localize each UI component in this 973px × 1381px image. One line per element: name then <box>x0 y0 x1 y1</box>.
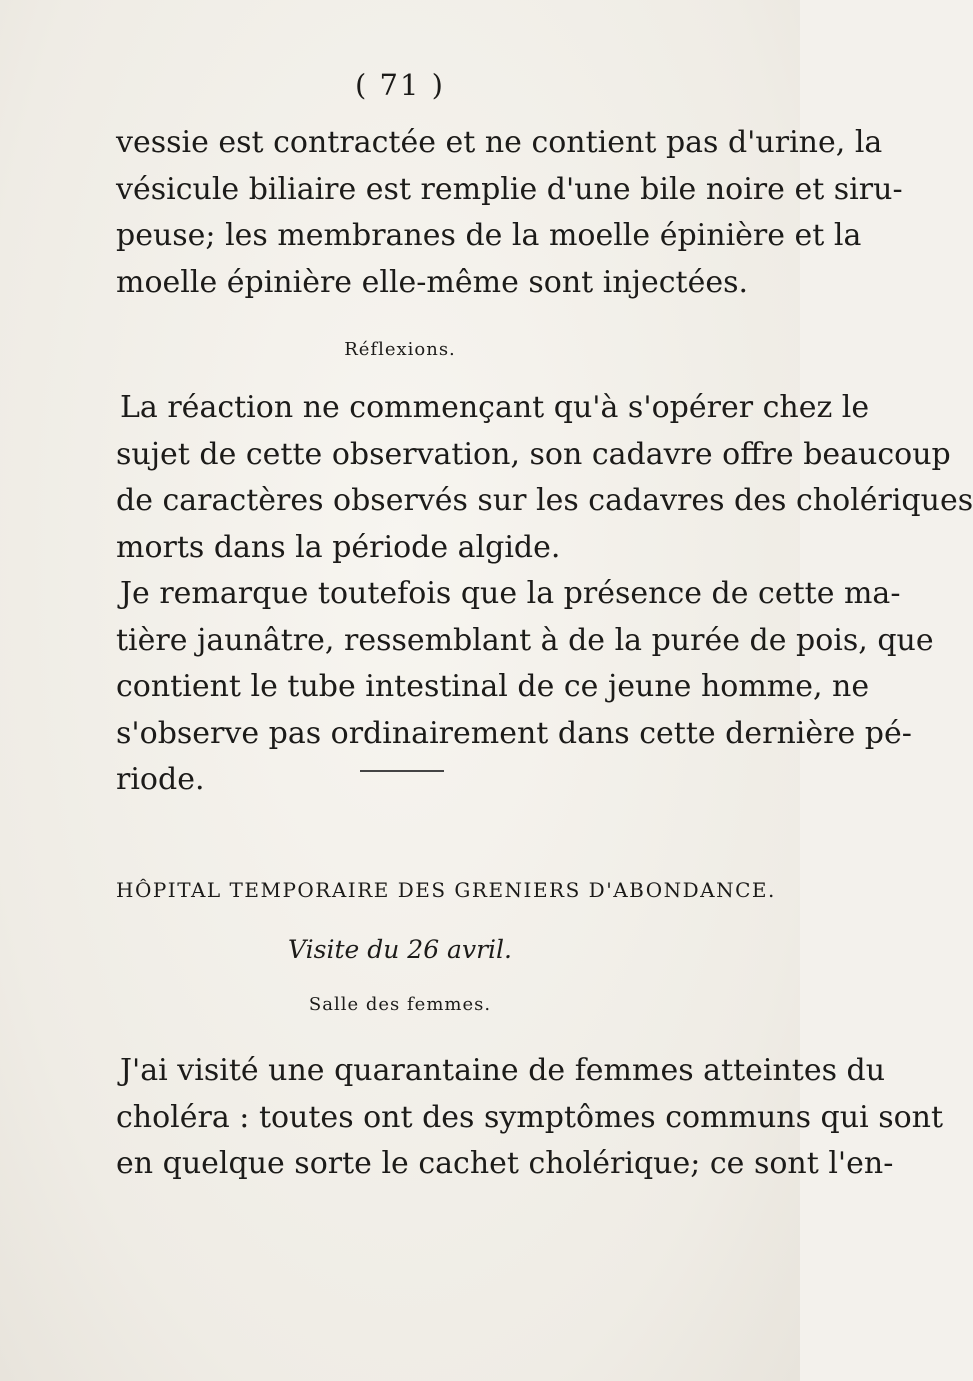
text-line: en quelque sorte le cachet cholérique; ce sont l'en- <box>116 1146 894 1181</box>
paragraph-reflexions-1 <box>116 385 973 571</box>
paragraph-reflexions-2 <box>116 571 934 804</box>
visit-heading: Visite du 26 avril. <box>288 935 512 964</box>
text-line: de caractères observés sur les cadavres des cholériques <box>116 483 973 518</box>
text-line: riode. <box>116 762 205 797</box>
heading-reflexions: Réflexions. <box>344 339 456 360</box>
text-line: peuse; les membranes de la moelle épinière et la <box>116 218 862 253</box>
text-line: Je remarque toutefois que la présence de cette ma- <box>120 576 901 611</box>
text-line: La réaction ne commençant qu'à s'opérer chez le <box>120 390 870 425</box>
text-line: contient le tube intestinal de ce jeune homme, ne <box>116 669 870 704</box>
paragraph-top <box>116 120 903 306</box>
page-number: ( 71 ) <box>355 68 445 102</box>
text-line: moelle épinière elle-même sont injectées. <box>116 264 749 300</box>
text-line: J'ai visité une quarantaine de femmes atteintes du <box>120 1053 886 1088</box>
text-line: tière jaunâtre, ressemblant à de la purée de pois, que <box>116 622 934 658</box>
text-line: sujet de cette observation, son cadavre offre beaucoup <box>116 436 951 472</box>
text-line: vessie est contractée et ne contient pas d'urine, la <box>116 125 883 160</box>
section-heading: HÔPITAL TEMPORAIRE DES GRENIERS D'ABONDANCE. <box>116 878 776 902</box>
section-divider <box>360 770 444 772</box>
text-line: morts dans la période algide. <box>116 529 561 565</box>
text-line: choléra : toutes ont des symptômes communs qui sont <box>116 1099 944 1135</box>
paragraph-bottom <box>116 1048 944 1188</box>
room-heading: Salle des femmes. <box>308 994 492 1015</box>
text-line: s'observe pas ordinairement dans cette dernière pé- <box>116 715 912 751</box>
text-line: vésicule biliaire est remplie d'une bile noire et siru- <box>116 171 903 207</box>
